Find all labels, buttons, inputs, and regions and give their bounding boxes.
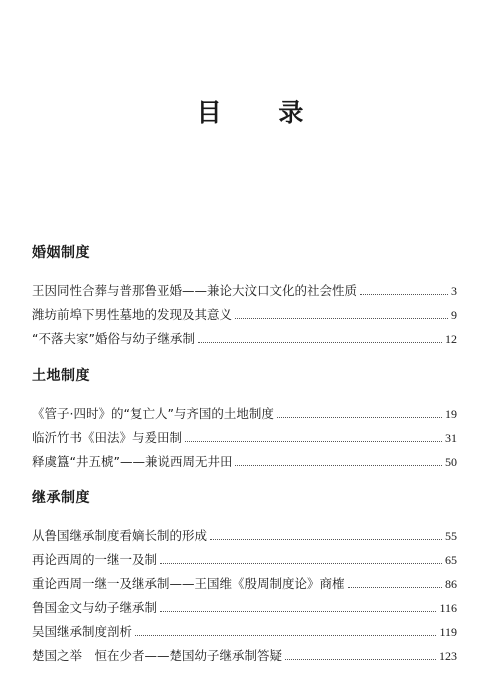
page-number: 65 — [445, 553, 457, 567]
page-number: 50 — [445, 455, 457, 469]
section-inheritance — [32, 489, 457, 664]
dot-leader — [210, 538, 442, 540]
dot-leader — [160, 562, 442, 564]
dot-leader — [277, 416, 442, 418]
entry-title: 潍坊前埠下男性墓地的发现及其意义 — [32, 307, 233, 322]
dot-leader — [185, 440, 442, 442]
dot-leader — [285, 658, 436, 660]
entry-title: 吴国继承制度剖析 — [32, 624, 133, 639]
toc-entry[interactable] — [32, 616, 457, 640]
toc-entry[interactable] — [32, 592, 457, 616]
page-number: 116 — [439, 601, 457, 615]
page-number: 119 — [439, 625, 457, 639]
entry-title: 临沂竹书《田法》与爰田制 — [32, 430, 183, 445]
toc-entry[interactable] — [32, 568, 457, 592]
entry-title: 鲁国金文与幼子继承制 — [32, 600, 158, 615]
entry-title: 释虞簋“井五椃”——兼说西周无井田 — [32, 454, 233, 469]
toc-entry[interactable] — [32, 640, 457, 664]
page-number: 9 — [451, 308, 457, 322]
dot-leader — [348, 586, 442, 588]
toc-entry[interactable] — [32, 422, 457, 446]
page-title: 目 录 — [196, 98, 328, 127]
entry-title: 再论西周的一继一及制 — [32, 552, 158, 567]
entry-title: 《管子·四时》的“复亡人”与齐国的土地制度 — [32, 406, 274, 421]
dot-leader — [160, 610, 436, 612]
toc-entry[interactable] — [32, 398, 457, 422]
entry-title: “不落夫家”婚俗与幼子继承制 — [32, 331, 195, 346]
toc-entry[interactable] — [32, 544, 457, 568]
section-heading: 继承制度 — [32, 490, 90, 506]
entry-title: 重论西周一继一及继承制——王国维《殷周制度论》商榷 — [32, 576, 345, 591]
page-number: 123 — [439, 649, 457, 663]
entry-title: 楚国之举 恒在少者——楚国幼子继承制答疑 — [32, 648, 283, 663]
section-land — [32, 367, 457, 470]
page-number: 19 — [445, 407, 457, 421]
section-heading: 婚姻制度 — [32, 245, 90, 261]
page-number: 3 — [451, 284, 457, 298]
toc-entry[interactable] — [32, 299, 457, 323]
toc-entry[interactable] — [32, 323, 457, 347]
toc-entry[interactable] — [32, 520, 457, 544]
entry-title: 王因同性合葬与普那鲁亚婚——兼论大汶口文化的社会性质 — [32, 283, 358, 298]
dot-leader — [235, 464, 442, 466]
toc-entry[interactable] — [32, 275, 457, 299]
dot-leader — [198, 341, 442, 343]
section-marriage — [32, 244, 457, 347]
dot-leader — [135, 634, 436, 636]
page-number: 55 — [445, 529, 457, 543]
section-heading: 土地制度 — [32, 368, 90, 384]
dot-leader — [360, 293, 448, 295]
page-number: 31 — [445, 431, 457, 445]
page-number: 86 — [445, 577, 457, 591]
page-number: 12 — [445, 332, 457, 346]
entry-title: 从鲁国继承制度看嫡长制的形成 — [32, 528, 208, 543]
dot-leader — [235, 317, 448, 319]
toc-entry[interactable] — [32, 446, 457, 470]
